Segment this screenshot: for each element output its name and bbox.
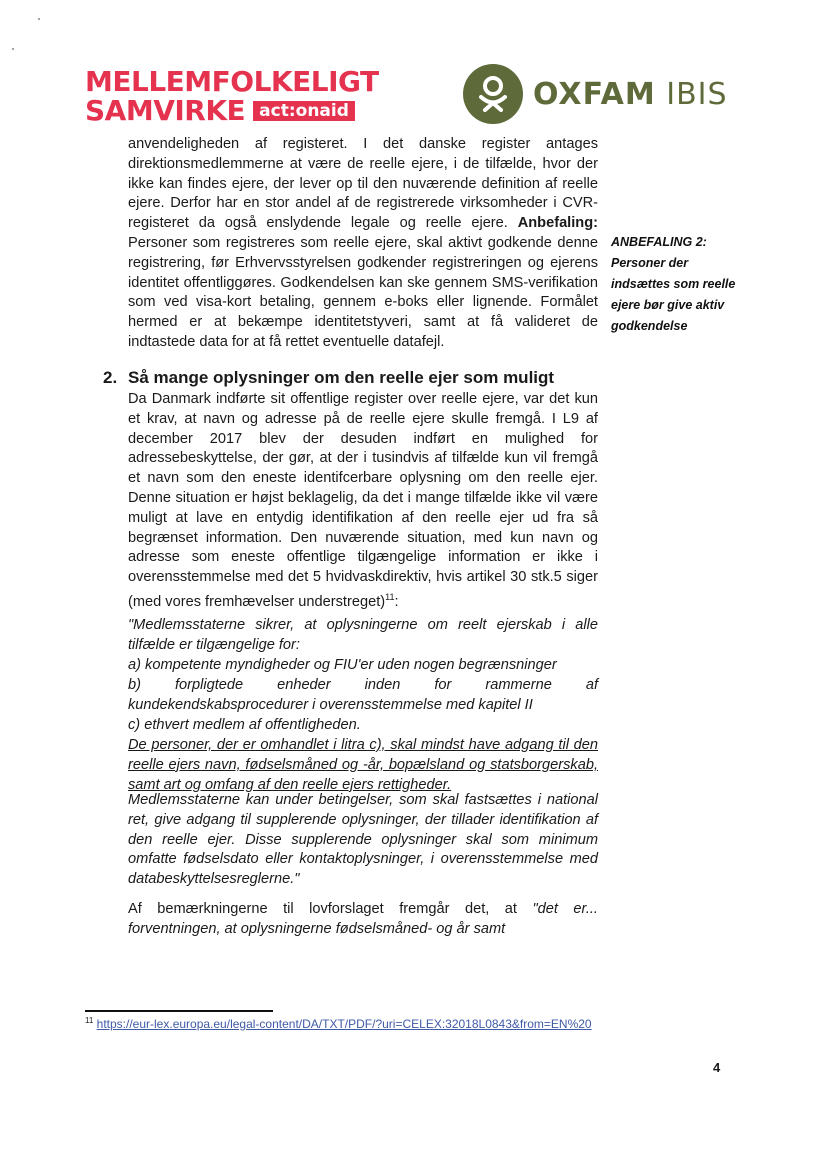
page-number: 4 xyxy=(713,1060,721,1075)
recommendation-sidenote xyxy=(611,232,751,337)
footnote-reference: 11 xyxy=(385,591,395,602)
intro-text: anvendeligheden af registeret. I det danske register antages direktionsmedlemmerne at være de reelle ejere, i de tilfælde, hvor der ikke kan findes ejere, der lever op til den nuværende definition af reelle ejere. Derfor har en stor andel af de registrerede virksomheder i CVR-registeret da også enslydende legale og reelle ejere. xyxy=(128,136,598,232)
footnote xyxy=(85,1016,592,1031)
mellemfolkeligt-samvirke-logo xyxy=(85,65,379,127)
section-title: Så mange oplysninger om den reelle ejer som muligt xyxy=(128,368,555,387)
section-number: 2. xyxy=(103,368,118,387)
recommendation-label: Anbefaling: xyxy=(517,215,598,232)
sidenote-line: ejere bør give aktiv xyxy=(611,298,725,312)
actionaid-logo: act:onaid xyxy=(253,101,355,121)
footnote-number: 11 xyxy=(85,1016,94,1025)
section-paragraph xyxy=(128,390,598,613)
section-text: Da Danmark indførte sit offentlige register over reelle ejere, var det kun et krav, at navn og adresse på de reelle ejere skulle fremgå. I L9 af december 2017 blev der desuden indført en mulighed for adressebeskyttelse, der gør, at der i tusindvis af tilfælde kun vil fremgå et navn som den eneste identifcerbare oplysning om den reelle ejer. Denne situation er højst beklagelig, da det i mange tilfælde ikke vil være muligt at lave en entydig identifikation af den reelle ejer ud fra så begrænset information. Den nuværende situation, med kun navn og adresse som eneste offentlige tilgængelige information er ikke i overensstemmelse med det 5 hvidvaskdirektiv, hvis artikel 30 stk.5 siger (med vores fremhævelser understreget) xyxy=(128,391,598,610)
sidenote-line: Personer der xyxy=(611,256,689,270)
sidenote-line: godkendelse xyxy=(611,319,688,333)
section-heading xyxy=(103,368,554,388)
scan-mark xyxy=(12,48,14,50)
quote-underlined-passage: De personer, der er omhandlet i litra c), skal mindst have adgang til den reelle ejers navn, fødselsmåned og -år, bopælsland og statsborgerskab, samt art og omfang af den reelle ejers rettigheder. xyxy=(128,737,598,793)
closing-quote: "det er... forventningen, at oplysningerne fødselsmåned- og år samt xyxy=(128,901,598,937)
closing-paragraph xyxy=(128,900,598,940)
sidenote-line: ANBEFALING 2: xyxy=(611,235,707,249)
oxfam-person-icon xyxy=(463,64,523,124)
quote-intro: "Medlemsstaterne sikrer, at oplysningerne om reelt ejerskab i alle tilfælde er tilgængelige for: xyxy=(128,617,598,653)
quote-national-law: Medlemsstaterne kan under betingelser, som skal fastsættes i national ret, give adgang til supplerende oplysninger, der tillader identifikation af den reelle ejer. Disse supplerende oplysninger skal som minimum omfatte fødselsdato eller kontaktoplysninger, i overensstemmelse med databeskyttelsesreglerne." xyxy=(128,792,598,888)
logo-line-1: MELLEMFOLKELIGT xyxy=(85,65,379,98)
intro-paragraph xyxy=(128,135,598,353)
section-text-end: : xyxy=(394,593,399,610)
closing-text: Af bemærkningerne til lovforslaget fremgår det, at xyxy=(128,901,533,917)
recommendation-text: Personer som registreres som reelle ejere, skal aktivt godkende denne registrering, før Erhvervsstyrelsen godkender registreringen og ejerens identitet offentliggøres. Godkendelsen kan ske gennem SMS-verifikation som ved visa-kort betaling, gennem e-boks eller lignende. Formålet hermed er at bekæmpe identitetstyveri, samt at få valideret de indtastede data for at få rettet eventuelle datafejl. xyxy=(128,234,598,350)
footnote-link[interactable]: https://eur-lex.europa.eu/legal-content/DA/TXT/PDF/?uri=CELEX:32018L0843&from=EN%20 xyxy=(96,1017,592,1031)
quote-item-b: b) forpligtede enheder inden for rammerne af kundekendskabsprocedurer i overensstemmelse med kapitel II xyxy=(128,677,598,713)
oxfam-ibis-logo xyxy=(463,64,728,124)
quote-item-c: c) ethvert medlem af offentligheden. xyxy=(128,717,361,733)
oxfam-wordmark: OXFAM xyxy=(533,76,656,112)
logo-line-2: SAMVIRKE xyxy=(85,94,246,127)
quote-item-a: a) kompetente myndigheder og FIU'er uden nogen begrænsninger xyxy=(128,657,557,673)
sidenote-line: indsættes som reelle xyxy=(611,277,736,291)
ibis-wordmark: IBIS xyxy=(666,76,728,112)
footnote-separator xyxy=(85,1010,273,1012)
scan-mark xyxy=(38,18,40,20)
